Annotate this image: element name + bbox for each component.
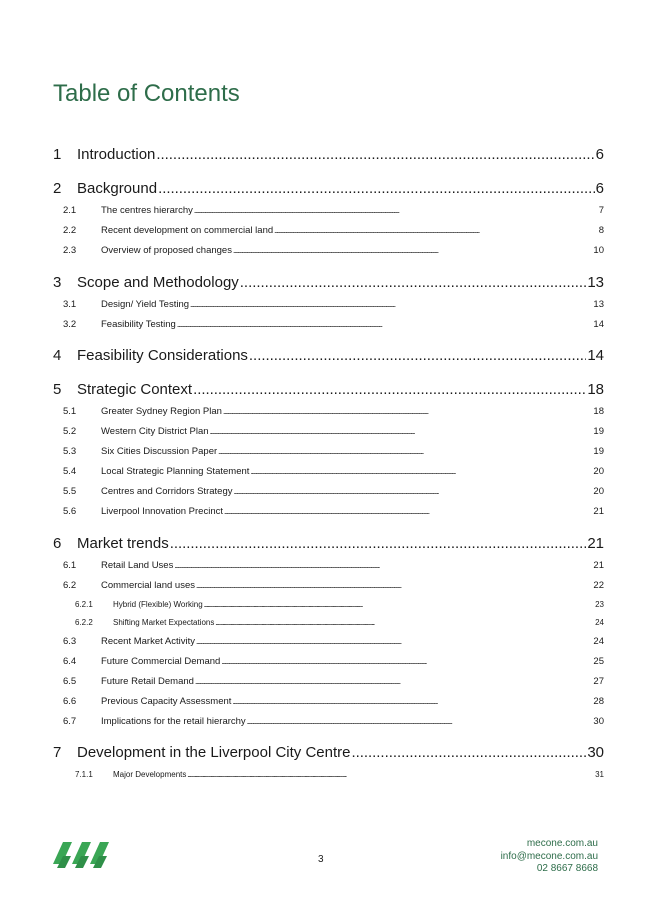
toc-entry[interactable] (53, 347, 604, 367)
toc-dot-leader (247, 719, 593, 726)
toc-dot-leader (250, 469, 592, 476)
toc-entry[interactable] (53, 770, 604, 782)
toc-dot-leader (223, 409, 592, 416)
toc-entry[interactable] (53, 506, 604, 520)
toc-entry[interactable] (53, 676, 604, 690)
toc-entry[interactable] (53, 406, 604, 420)
toc-dot-leader (215, 621, 594, 627)
toc-dot-leader (240, 274, 587, 291)
toc-dot-leader (194, 208, 598, 215)
website-link[interactable]: mecone.com.au (526, 838, 598, 849)
toc-entry[interactable] (53, 535, 604, 555)
toc-entry[interactable] (53, 319, 604, 333)
toc-dot-leader (195, 679, 592, 686)
phone-number: 02 8667 8668 (536, 863, 598, 874)
toc-dot-leader (204, 603, 594, 609)
toc-dot-leader (193, 381, 586, 398)
toc-entry-label: Background (77, 180, 158, 197)
toc-entry-label: Retail Land Uses (101, 560, 174, 571)
toc-entry-label: Shifting Market Expectations (113, 618, 215, 627)
toc-entry-number: 2.3 (63, 245, 77, 256)
toc-entry-number: 5 (53, 381, 62, 398)
toc-dot-leader (232, 699, 592, 706)
toc-entry-label: Future Retail Demand (101, 676, 194, 687)
toc-entry[interactable] (53, 656, 604, 670)
toc-entry-page: 27 (593, 676, 604, 687)
toc-entry-page: 19 (593, 446, 604, 457)
toc-dot-leader (156, 146, 594, 163)
toc-entry-number: 6.6 (63, 696, 77, 707)
toc-entry-number: 2.1 (63, 205, 77, 216)
toc-entry-page: 22 (593, 580, 604, 591)
toc-entry-page: 31 (595, 770, 604, 779)
toc-entry-page: 21 (587, 535, 604, 552)
toc-entry-number: 5.1 (63, 406, 77, 417)
toc-entry[interactable] (53, 560, 604, 574)
toc-entry[interactable] (53, 205, 604, 219)
toc-dot-leader (351, 744, 586, 761)
toc-entry-number: 3.1 (63, 299, 77, 310)
toc-entry-number: 6.3 (63, 636, 77, 647)
toc-dot-leader (196, 639, 592, 646)
toc-entry[interactable] (53, 600, 604, 612)
toc-entry-number: 3.2 (63, 319, 77, 330)
toc-entry-label: Western City District Plan (101, 426, 209, 437)
toc-entry[interactable] (53, 225, 604, 239)
toc-entry-label: Implications for the retail hierarchy (101, 716, 246, 727)
toc-entry-page: 10 (593, 245, 604, 256)
toc-entry-number: 4 (53, 347, 62, 364)
toc-entry-label: Hybrid (Flexible) Working (113, 600, 203, 609)
toc-entry-page: 20 (593, 466, 604, 477)
toc-entry[interactable] (53, 426, 604, 440)
toc-entry-number: 5.4 (63, 466, 77, 477)
toc-entry-label: Six Cities Discussion Paper (101, 446, 218, 457)
toc-dot-leader (177, 322, 593, 329)
toc-dot-leader (170, 535, 587, 552)
toc-entry-label: Previous Capacity Assessment (101, 696, 232, 707)
toc-entry-number: 1 (53, 146, 62, 163)
toc-entry-label: Local Strategic Planning Statement (101, 466, 250, 477)
toc-entry-page: 21 (593, 560, 604, 571)
toc-dot-leader (187, 773, 594, 779)
toc-entry-page: 14 (593, 319, 604, 330)
toc-entry-page: 21 (593, 506, 604, 517)
toc-entry-label: Feasibility Testing (101, 319, 176, 330)
toc-entry-page: 6 (595, 146, 604, 163)
toc-entry-number: 7.1.1 (75, 770, 93, 779)
toc-dot-leader (158, 180, 595, 197)
toc-entry[interactable] (53, 744, 604, 764)
toc-entry-page: 30 (587, 744, 604, 761)
toc-entry-label: Market trends (77, 535, 169, 552)
mecone-logo-icon (53, 838, 109, 868)
toc-entry-number: 6.1 (63, 560, 77, 571)
page-title: Table of Contents (53, 80, 240, 107)
toc-entry-number: 6.2.2 (75, 618, 93, 627)
toc-entry-page: 19 (593, 426, 604, 437)
page-number: 3 (318, 854, 324, 865)
toc-entry-page: 13 (587, 274, 604, 291)
toc-entry-page: 20 (593, 486, 604, 497)
toc-entry-number: 5.5 (63, 486, 77, 497)
toc-entry-label: Liverpool Innovation Precinct (101, 506, 223, 517)
toc-dot-leader (249, 347, 586, 364)
toc-entry-page: 8 (598, 225, 604, 236)
toc-dot-leader (233, 489, 592, 496)
toc-entry[interactable] (53, 696, 604, 710)
toc-entry-page: 6 (595, 180, 604, 197)
toc-entry-label: Strategic Context (77, 381, 193, 398)
toc-entry[interactable] (53, 580, 604, 594)
toc-entry-page: 14 (587, 347, 604, 364)
toc-dot-leader (210, 429, 593, 436)
toc-entry-number: 2 (53, 180, 62, 197)
toc-entry-label: Design/ Yield Testing (101, 299, 190, 310)
toc-entry-page: 23 (595, 600, 604, 609)
toc-dot-leader (190, 302, 592, 309)
toc-entry-label: Commercial land uses (101, 580, 195, 591)
toc-dot-leader (224, 509, 592, 516)
toc-dot-leader (274, 228, 598, 235)
toc-entry[interactable] (53, 180, 604, 200)
toc-entry-page: 28 (593, 696, 604, 707)
toc-entry[interactable] (53, 299, 604, 313)
toc-entry-page: 7 (598, 205, 604, 216)
toc-dot-leader (196, 583, 592, 590)
toc-entry-page: 18 (587, 381, 604, 398)
toc-entry-page: 24 (595, 618, 604, 627)
toc-entry[interactable] (53, 466, 604, 480)
email-link[interactable]: info@mecone.com.au (500, 850, 598, 862)
toc-entry-number: 5.3 (63, 446, 77, 457)
toc-entry[interactable] (53, 636, 604, 650)
toc-entry-number: 6.2 (63, 580, 77, 591)
toc-entry-number: 6.2.1 (75, 600, 93, 609)
toc-dot-leader (233, 248, 592, 255)
toc-entry-page: 25 (593, 656, 604, 667)
toc-entry-number: 5.2 (63, 426, 77, 437)
toc-entry-number: 7 (53, 744, 62, 761)
toc-entry[interactable] (53, 146, 604, 166)
toc-dot-leader (218, 449, 592, 456)
toc-entry-page: 30 (593, 716, 604, 727)
toc-entry-page: 13 (593, 299, 604, 310)
toc-entry-number: 6 (53, 535, 62, 552)
toc-entry-label: Greater Sydney Region Plan (101, 406, 222, 417)
toc-entry[interactable] (53, 274, 604, 294)
toc-entry-label: Future Commercial Demand (101, 656, 221, 667)
toc-entry-page: 24 (593, 636, 604, 647)
toc-entry[interactable] (53, 486, 604, 500)
toc-entry[interactable] (53, 245, 604, 259)
toc-entry-number: 6.4 (63, 656, 77, 667)
toc-entry-label: The centres hierarchy (101, 205, 193, 216)
toc-entry-page: 18 (593, 406, 604, 417)
toc-dot-leader (221, 659, 592, 666)
toc-entry-label: Scope and Methodology (77, 274, 239, 291)
toc-entry-number: 3 (53, 274, 62, 291)
toc-entry-number: 6.5 (63, 676, 77, 687)
toc-entry[interactable] (53, 716, 604, 730)
toc-entry-label: Centres and Corridors Strategy (101, 486, 233, 497)
toc-entry[interactable] (53, 446, 604, 460)
toc-entry-label: Introduction (77, 146, 156, 163)
toc-entry-number: 5.6 (63, 506, 77, 517)
toc-entry-label: Overview of proposed changes (101, 245, 232, 256)
toc-entry-label: Development in the Liverpool City Centre (77, 744, 351, 761)
toc-dot-leader (174, 563, 592, 570)
toc-entry[interactable] (53, 618, 604, 630)
toc-entry-number: 2.2 (63, 225, 77, 236)
contact-block (501, 838, 598, 876)
toc-entry[interactable] (53, 381, 604, 401)
toc-entry-label: Recent development on commercial land (101, 225, 274, 236)
toc-entry-label: Recent Market Activity (101, 636, 195, 647)
toc-entry-label: Major Developments (113, 770, 187, 779)
toc-entry-number: 6.7 (63, 716, 77, 727)
toc-entry-label: Feasibility Considerations (77, 347, 248, 364)
